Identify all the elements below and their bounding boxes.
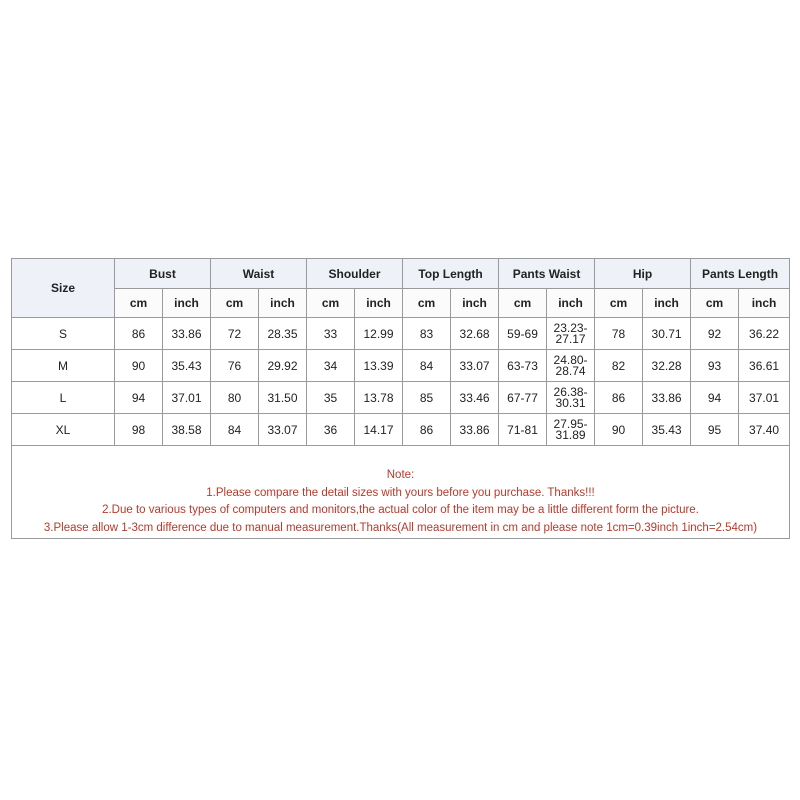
value-cell: 26.38-30.31 xyxy=(547,382,595,414)
value-cell: 28.35 xyxy=(259,318,307,350)
value-cell: 33.07 xyxy=(259,414,307,446)
unit-inch: inch xyxy=(643,289,691,318)
value-cell: 90 xyxy=(595,414,643,446)
table-row xyxy=(12,318,790,350)
value-cell: 36.61 xyxy=(739,350,790,382)
value-cell: 67-77 xyxy=(499,382,547,414)
value-cell: 33.86 xyxy=(643,382,691,414)
value-cell: 59-69 xyxy=(499,318,547,350)
value-cell: 83 xyxy=(403,318,451,350)
unit-inch: inch xyxy=(739,289,790,318)
size-column-header: Size xyxy=(12,259,115,318)
value-cell: 84 xyxy=(403,350,451,382)
value-cell: 86 xyxy=(115,318,163,350)
value-cell: 32.28 xyxy=(643,350,691,382)
value-cell: 33.86 xyxy=(163,318,211,350)
value-cell: 29.92 xyxy=(259,350,307,382)
unit-cm: cm xyxy=(403,289,451,318)
value-cell: 86 xyxy=(403,414,451,446)
value-cell: 37.01 xyxy=(163,382,211,414)
size-cell: S xyxy=(12,318,115,350)
value-cell: 72 xyxy=(211,318,259,350)
value-cell: 23.23-27.17 xyxy=(547,318,595,350)
value-cell: 30.71 xyxy=(643,318,691,350)
value-cell: 90 xyxy=(115,350,163,382)
value-cell: 33.07 xyxy=(451,350,499,382)
value-cell: 92 xyxy=(691,318,739,350)
value-cell: 80 xyxy=(211,382,259,414)
value-cell: 33 xyxy=(307,318,355,350)
value-cell: 34 xyxy=(307,350,355,382)
value-cell: 37.40 xyxy=(739,414,790,446)
value-cell: 37.01 xyxy=(739,382,790,414)
note-line-3: 3.Please allow 1-3cm difference due to manual measurement.Thanks(All measurement in cm and please note 1cm=0.39inch 1inch=2.54cm) xyxy=(43,521,758,534)
size-cell: L xyxy=(12,382,115,414)
value-cell: 84 xyxy=(211,414,259,446)
value-cell: 36 xyxy=(307,414,355,446)
value-cell: 71-81 xyxy=(499,414,547,446)
value-cell: 33.46 xyxy=(451,382,499,414)
size-table xyxy=(11,258,790,446)
value-cell: 13.78 xyxy=(355,382,403,414)
header-waist: Waist xyxy=(211,259,307,289)
value-cell: 86 xyxy=(595,382,643,414)
value-cell: 93 xyxy=(691,350,739,382)
header-row-units xyxy=(12,289,790,318)
header-shoulder: Shoulder xyxy=(307,259,403,289)
table-row xyxy=(12,414,790,446)
value-cell: 76 xyxy=(211,350,259,382)
value-cell: 85 xyxy=(403,382,451,414)
header-row-groups xyxy=(12,259,790,289)
size-chart xyxy=(11,258,790,539)
value-cell: 31.50 xyxy=(259,382,307,414)
header-bust: Bust xyxy=(115,259,211,289)
header-top-length: Top Length xyxy=(403,259,499,289)
unit-inch: inch xyxy=(163,289,211,318)
value-cell: 82 xyxy=(595,350,643,382)
value-cell: 98 xyxy=(115,414,163,446)
note-line-2: 2.Due to various types of computers and monitors,the actual color of the item may be a little different form the picture. xyxy=(102,504,699,516)
size-cell: M xyxy=(12,350,115,382)
value-cell: 38.58 xyxy=(163,414,211,446)
value-cell: 95 xyxy=(691,414,739,446)
value-cell: 36.22 xyxy=(739,318,790,350)
value-cell: 35.43 xyxy=(163,350,211,382)
table-row xyxy=(12,382,790,414)
unit-inch: inch xyxy=(451,289,499,318)
value-cell: 24.80-28.74 xyxy=(547,350,595,382)
unit-cm: cm xyxy=(115,289,163,318)
header-hip: Hip xyxy=(595,259,691,289)
unit-cm: cm xyxy=(211,289,259,318)
value-cell: 94 xyxy=(691,382,739,414)
notes-section xyxy=(12,467,789,537)
unit-cm: cm xyxy=(499,289,547,318)
value-cell: 63-73 xyxy=(499,350,547,382)
unit-cm: cm xyxy=(595,289,643,318)
header-pants-length: Pants Length xyxy=(691,259,790,289)
table-row xyxy=(12,350,790,382)
unit-cm: cm xyxy=(307,289,355,318)
header-pants-waist: Pants Waist xyxy=(499,259,595,289)
notes-title: Note: xyxy=(386,469,415,481)
unit-cm: cm xyxy=(691,289,739,318)
unit-inch: inch xyxy=(547,289,595,318)
value-cell: 33.86 xyxy=(451,414,499,446)
unit-inch: inch xyxy=(259,289,307,318)
value-cell: 12.99 xyxy=(355,318,403,350)
value-cell: 13.39 xyxy=(355,350,403,382)
value-cell: 35.43 xyxy=(643,414,691,446)
size-cell: XL xyxy=(12,414,115,446)
value-cell: 78 xyxy=(595,318,643,350)
value-cell: 94 xyxy=(115,382,163,414)
note-line-1: 1.Please compare the detail sizes with yours before you purchase. Thanks!!! xyxy=(206,486,595,499)
value-cell: 14.17 xyxy=(355,414,403,446)
unit-inch: inch xyxy=(355,289,403,318)
value-cell: 32.68 xyxy=(451,318,499,350)
value-cell: 27.95-31.89 xyxy=(547,414,595,446)
value-cell: 35 xyxy=(307,382,355,414)
